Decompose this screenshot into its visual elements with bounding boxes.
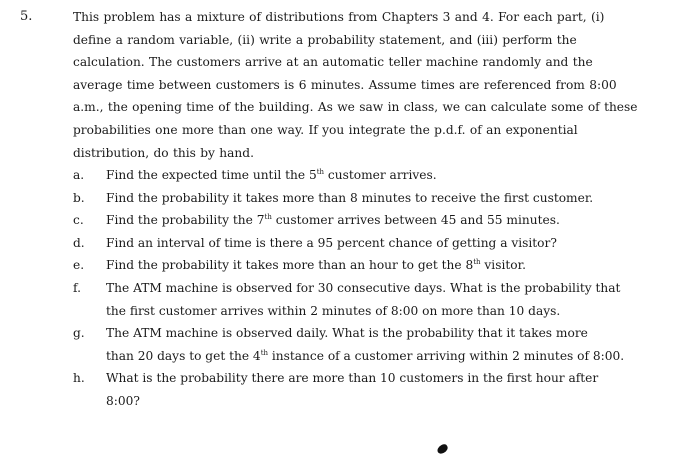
ordinal-superscript: th xyxy=(473,258,481,267)
part-text-segment: customer arrives. xyxy=(324,168,437,182)
part-text xyxy=(106,232,633,255)
part-text-segment: Find the probability the 7 xyxy=(106,213,265,228)
part-g xyxy=(73,322,633,367)
part-letter: f. xyxy=(73,280,81,295)
part-text xyxy=(106,254,633,277)
part-letter: a. xyxy=(73,168,85,182)
part-letter: e. xyxy=(73,258,85,273)
part-text-line: 8:00? xyxy=(106,393,140,408)
part-text-segment: instance of a customer arriving within 2 minutes of 8:00. xyxy=(268,348,625,363)
part-text xyxy=(106,187,633,210)
intro-line: This problem has a mixture of distributions from Chapters 3 and 4. For each part, (i) xyxy=(73,10,605,24)
intro-line: distribution, do this by hand. xyxy=(73,145,254,160)
part-text-segment: Find the expected time until the 5 xyxy=(106,168,317,182)
part-f xyxy=(73,277,633,322)
intro-line: a.m., the opening time of the building. As we saw in class, we can calculate some of these xyxy=(73,100,638,115)
ordinal-superscript: th xyxy=(260,348,269,357)
part-a xyxy=(73,164,633,187)
part-letter: b. xyxy=(73,190,85,205)
problem-intro xyxy=(73,6,638,164)
part-letter: h. xyxy=(73,371,85,386)
part-text-line: Find the probability it takes more than 8 minutes to receive the first customer. xyxy=(106,190,594,205)
part-d xyxy=(73,232,633,255)
part-text-line: The ATM machine is observed for 30 consecutive days. What is the probability that xyxy=(106,280,621,295)
part-text xyxy=(106,277,633,322)
part-letter: d. xyxy=(73,235,85,250)
part-text-segment: Find the probability it takes more than an hour to get the 8 xyxy=(106,258,474,273)
part-text xyxy=(106,164,633,187)
intro-line: calculation. The customers arrive at an automatic teller machine randomly and the xyxy=(73,55,593,70)
part-letter: g. xyxy=(73,326,85,341)
part-text-line: the first customer arrives within 2 minutes of 8:00 on more than 10 days. xyxy=(106,303,561,318)
part-text xyxy=(106,367,633,412)
problem-number: 5. xyxy=(20,9,33,24)
intro-line: average time between customers is 6 minutes. Assume times are referenced from 8:00 xyxy=(73,77,617,92)
ink-mark xyxy=(436,443,449,455)
part-text-segment: than 20 days to get the 4 xyxy=(106,348,261,363)
part-text-segment: customer arrives between 45 and 55 minutes. xyxy=(271,213,560,228)
problem-parts-list xyxy=(73,164,633,413)
part-b xyxy=(73,187,633,210)
part-text xyxy=(106,322,633,367)
part-e xyxy=(73,254,633,277)
part-text-segment: visitor. xyxy=(480,258,526,273)
ordinal-superscript: th xyxy=(316,168,325,176)
part-text-line: Find an interval of time is there a 95 percent chance of getting a visitor? xyxy=(106,235,557,250)
part-text xyxy=(106,209,633,232)
intro-line: probabilities one more than one way. If you integrate the p.d.f. of an exponential xyxy=(73,122,578,137)
ordinal-superscript: th xyxy=(264,213,272,222)
part-h xyxy=(73,367,633,412)
part-letter: c. xyxy=(73,213,84,228)
part-c xyxy=(73,209,633,232)
part-text-line: What is the probability there are more than 10 customers in the first hour after xyxy=(106,371,599,386)
part-text-line: The ATM machine is observed daily. What is the probability that it takes more xyxy=(106,326,588,341)
intro-line: define a random variable, (ii) write a probability statement, and (iii) perform the xyxy=(73,32,577,47)
